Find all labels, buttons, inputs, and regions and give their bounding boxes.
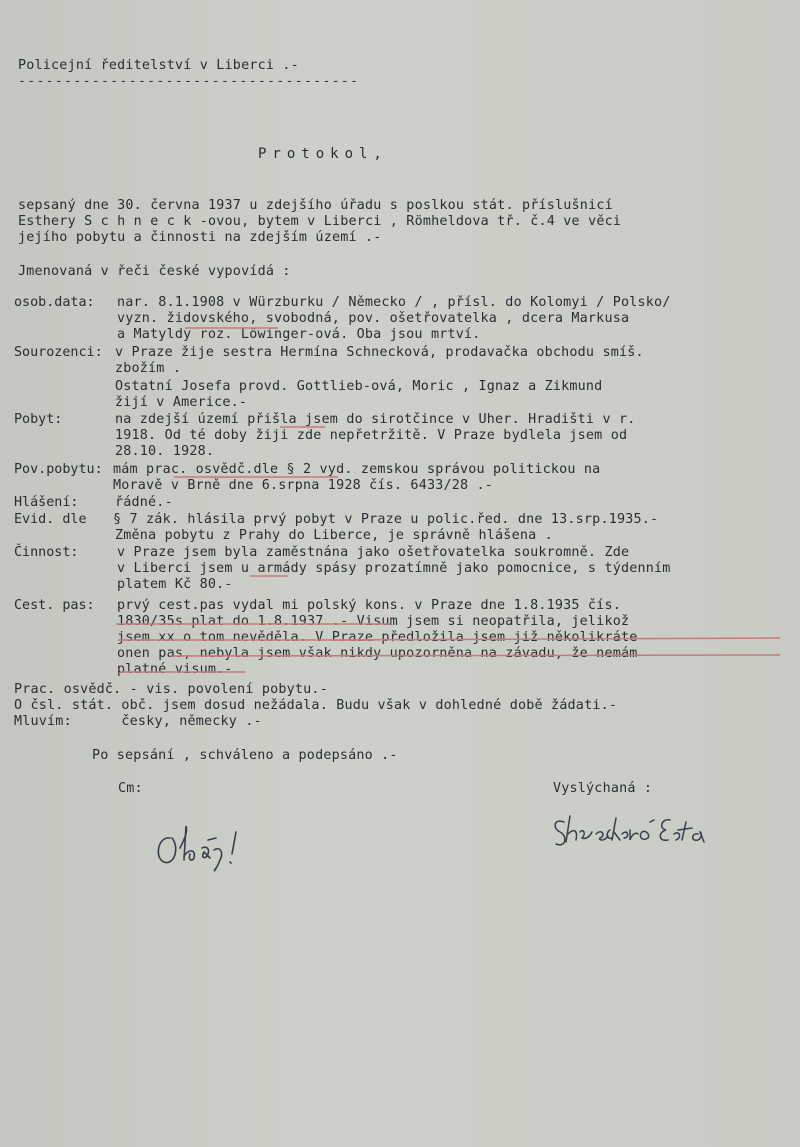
cest-pas-line-3: jsem xx o tom nevěděla. V Praze předložila jsem již několikráte xyxy=(117,630,638,645)
closing-line-2: O čsl. stát. obč. jsem dosud nežádala. Budu však v dohledné době žádati.- xyxy=(14,698,618,713)
label-pov-pobytu: Pov.pobytu: xyxy=(14,462,103,477)
label-evid: Evid. dle xyxy=(14,512,87,527)
sourozenci-line-4: žijí v Americe.- xyxy=(115,395,248,410)
label-hlaseni: Hlášení: xyxy=(14,495,79,510)
right-signature xyxy=(550,808,750,858)
header-rule: ------------------------------------- xyxy=(18,74,360,89)
intro-line-1: sepsaný dne 30. června 1937 u zdejšího úřadu s poslkou stát. příslušnicí xyxy=(18,198,613,213)
label-pobyt: Pobyt: xyxy=(14,412,63,427)
closing-line-1: Prac. osvědč. - vis. povolení pobytu.- xyxy=(14,682,328,697)
osob-data-line-3: a Matyldy roz. Löwinger-ová. Oba jsou mrtví. xyxy=(117,327,481,342)
cinnost-line-1: v Praze jsem byla zaměstnána jako ošetřovatelka soukromně. Zde xyxy=(117,545,630,560)
osob-data-line-1: nar. 8.1.1908 v Würzburku / Německo / , přísl. do Kolomyi / Polsko/ xyxy=(117,295,671,310)
hlaseni-value: řádné.- xyxy=(115,495,173,510)
cest-pas-line-4: onen pas, nebyla jsem však nikdy upozorněna na závadu, že nemám xyxy=(117,646,638,661)
cest-pas-line-1: prvý cest.pas vydal mi polský kons. v Praze dne 1.8.1935 čís. xyxy=(117,598,621,613)
cest-pas-line-2: 1830/35s plat do 1.8.1937 .- Visum jsem si neopatřila, jelikož xyxy=(117,614,630,629)
statement-intro: Jmenovaná v řeči české vypovídá : xyxy=(18,264,291,279)
pobyt-line-2: 1918. Od té doby žiji zde nepřetržitě. V Praze bydlela jsem od xyxy=(115,428,628,443)
label-osob-data: osob.data: xyxy=(14,295,95,310)
evid-line-1: § 7 zák. hlásila prvý pobyt v Praze u polic.řed. dne 13.srp.1935.- xyxy=(113,512,659,527)
left-signature xyxy=(150,818,260,878)
left-signature-label: Cm: xyxy=(118,781,143,796)
sourozenci-line-3: Ostatní Josefa provd. Gottlieb-ová, Moric , Ignaz a Zikmund xyxy=(115,379,603,394)
osob-data-line-2: vyzn. židovského, svobodná, pov. ošetřovatelka , dcera Markusa xyxy=(117,311,630,326)
pobyt-line-1: na zdejší území přišla jsem do sirotčince v Uher. Hradišti v r. xyxy=(115,412,636,427)
label-sourozenci: Sourozenci: xyxy=(14,345,103,360)
label-cest-pas: Cest. pas: xyxy=(14,598,95,613)
approval-line: Po sepsání , schváleno a podepsáno .- xyxy=(92,748,398,763)
cinnost-line-3: platem Kč 80.- xyxy=(117,577,233,592)
intro-line-3: jejího pobytu a činnosti na zdejším území .- xyxy=(18,230,382,245)
sourozenci-line-1: v Praze žije sestra Hermína Schnecková, prodavačka obchodu smíš. xyxy=(115,345,644,360)
intro-line-2: Esthery S c h n e c k -ovou, bytem v Liberci , Römheldova tř. č.4 ve věci xyxy=(18,214,622,229)
pov-pobytu-line-1: mám prac. osvědč.dle § 2 vyd. zemskou správou politickou na xyxy=(113,462,601,477)
header-authority: Policejní ředitelství v Liberci .- xyxy=(18,58,299,73)
pov-pobytu-line-2: Moravě v Brně dne 6.srpna 1928 čís. 6433/28 .- xyxy=(113,478,494,493)
right-signature-label: Vyslýchaná : xyxy=(553,781,653,796)
sourozenci-line-2: zbožím . xyxy=(115,361,182,376)
evid-line-2: Změna pobytu z Prahy do Liberce, je správně hlášena . xyxy=(115,528,553,543)
cinnost-line-2: v Liberci jsem u armády spásy prozatímně jako pomocnice, s týdenním xyxy=(117,561,671,576)
cest-pas-line-5: platné visum.- xyxy=(117,662,233,677)
closing-line-3: Mluvím: česky, německy .- xyxy=(14,714,262,729)
label-cinnost: Činnost: xyxy=(14,545,79,560)
pobyt-line-3: 28.10. 1928. xyxy=(115,444,215,459)
document-title: Protokol, xyxy=(258,146,388,162)
